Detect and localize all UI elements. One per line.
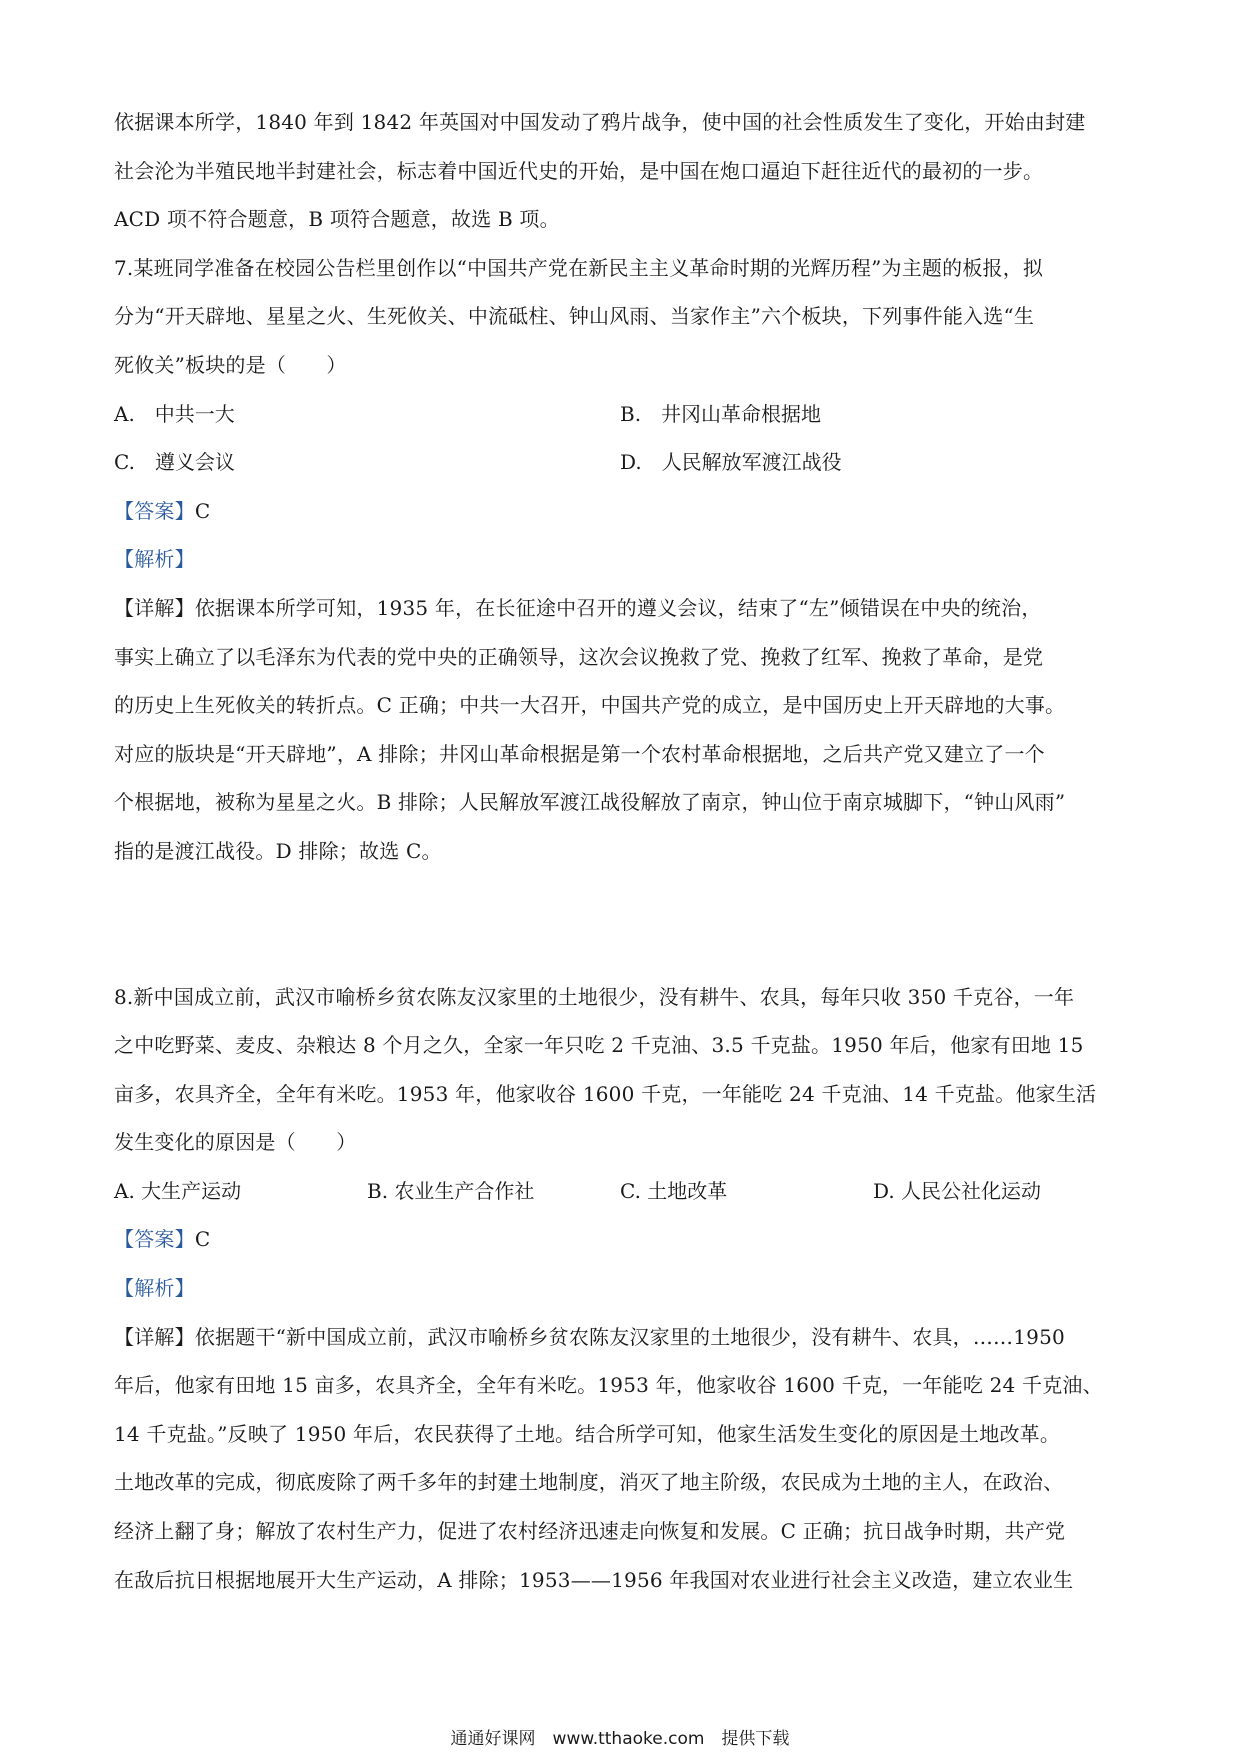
detail-line: [114, 584, 1134, 633]
answer-tag: 【答案】: [114, 498, 195, 523]
answer-value: C: [194, 498, 211, 523]
analysis-tag: 【解析】: [114, 547, 195, 572]
detail-line: 个根据地，被称为星星之火。B 排除；人民解放军渡江战役解放了南京，钟山位于南京城脚下，“钟山风雨”: [114, 790, 1066, 815]
analysis-line: [114, 535, 1134, 584]
question-stem-line: 死攸关”板块的是（ ）: [114, 352, 347, 377]
analysis-tag: 【解析】: [114, 1276, 195, 1301]
options-row: [114, 390, 1134, 439]
option-c: C. 土地改革: [620, 1178, 728, 1203]
answer-line: [114, 1215, 1134, 1264]
answer-value: C: [194, 1227, 211, 1252]
question-stem-line: 之中吃野菜、麦皮、杂粮达 8 个月之久，全家一年只吃 2 千克油、3.5 千克盐。1950 年后，他家有田地 15: [114, 1033, 1084, 1058]
option-a: A. 中共一大: [114, 401, 235, 426]
question-stem-line: 亩多，农具齐全，全年有米吃。1953 年，他家收谷 1600 千克，一年能吃 24 千克油、14 千克盐。他家生活: [114, 1081, 1097, 1106]
text-line: 社会沦为半殖民地半封建社会，标志着中国近代史的开始，是中国在炮口逼迫下赶往近代的最初的一步。: [114, 158, 1044, 183]
detail-line: [114, 1313, 1134, 1362]
option-d: D. 人民公社化运动: [873, 1178, 1042, 1203]
option-a: A. 大生产运动: [114, 1178, 242, 1203]
detail-line: 指的是渡江战役。D 排除；故选 C。: [114, 838, 442, 863]
document-page: [114, 98, 1134, 1604]
option-d: D. 人民解放军渡江战役: [620, 450, 842, 475]
detail-tag: 【详解】: [114, 595, 195, 620]
detail-line: 的历史上生死攸关的转折点。C 正确；中共一大召开，中国共产党的成立，是中国历史上开天辟地的大事。: [114, 693, 1066, 718]
options-row: [114, 438, 1134, 487]
detail-line: 土地改革的完成，彻底废除了两千多年的封建土地制度，消灭了地主阶级，农民成为土地的主人，在政治、: [114, 1470, 1064, 1495]
detail-line: 14 千克盐。”反映了 1950 年后，农民获得了土地。结合所学可知，他家生活发生变化的原因是土地改革。: [114, 1421, 1061, 1446]
text-line: 依据课本所学，1840 年到 1842 年英国对中国发动了鸦片战争，使中国的社会性质发生了变化，开始由封建: [114, 110, 1086, 134]
detail-line: 在敌后抗日根据地展开大生产运动，A 排除；1953——1956 年我国对农业进行社会主义改造，建立农业生: [114, 1567, 1074, 1592]
detail-text: 依据题干“新中国成立前，武汉市喻桥乡贫农陈友汉家里的土地很少，没有耕牛、农具，……1950: [194, 1324, 1065, 1349]
page-footer: 通通好课网 www.tthaoke.com 提供下载: [450, 1729, 790, 1749]
detail-text: 依据课本所学可知，1935 年，在长征途中召开的遵义会议，结束了“左”倾错误在中央的统治，: [194, 595, 1042, 620]
question-stem-line: 分为“开天辟地、星星之火、生死攸关、中流砥柱、钟山风雨、当家作主”六个板块，下列事件能入选“生: [114, 304, 1035, 329]
text-line: ACD 项不符合题意，B 项符合题意，故选 B 项。: [114, 207, 560, 232]
detail-line: 对应的版块是“开天辟地”，A 排除；井冈山革命根据是第一个农村革命根据地，之后共产党又建立了一个: [114, 741, 1045, 766]
detail-line: 年后，他家有田地 15 亩多，农具齐全，全年有米吃。1953 年，他家收谷 1600 千克，一年能吃 24 千克油、: [114, 1373, 1103, 1398]
question-stem-line: 发生变化的原因是（ ）: [114, 1130, 357, 1155]
option-b: B. 井冈山革命根据地: [620, 401, 822, 426]
answer-tag: 【答案】: [114, 1227, 195, 1252]
detail-line: 事实上确立了以毛泽东为代表的党中央的正确领导，这次会议挽救了党、挽救了红军、挽救了革命，是党: [114, 644, 1044, 669]
question-stem-line: 7.某班同学准备在校园公告栏里创作以“中国共产党在新民主主义革命时期的光辉历程”为主题的板报，拟: [114, 255, 1044, 280]
detail-tag: 【详解】: [114, 1324, 195, 1349]
options-row: [114, 1167, 1134, 1216]
detail-line: 经济上翻了身；解放了农村生产力，促进了农村经济迅速走向恢复和发展。C 正确；抗日战争时期，共产党: [114, 1519, 1066, 1544]
intro-paragraph: [114, 98, 1134, 244]
question-7: [114, 244, 1134, 876]
answer-line: [114, 487, 1134, 536]
option-b: B. 农业生产合作社: [367, 1178, 535, 1203]
section-gap: [114, 876, 1134, 973]
question-8: [114, 973, 1134, 1605]
question-stem-line: 8.新中国成立前，武汉市喻桥乡贫农陈友汉家里的土地很少，没有耕牛、农具，每年只收 350 千克谷，一年: [114, 984, 1075, 1009]
analysis-line: [114, 1264, 1134, 1313]
option-c: C. 遵义会议: [114, 450, 235, 475]
